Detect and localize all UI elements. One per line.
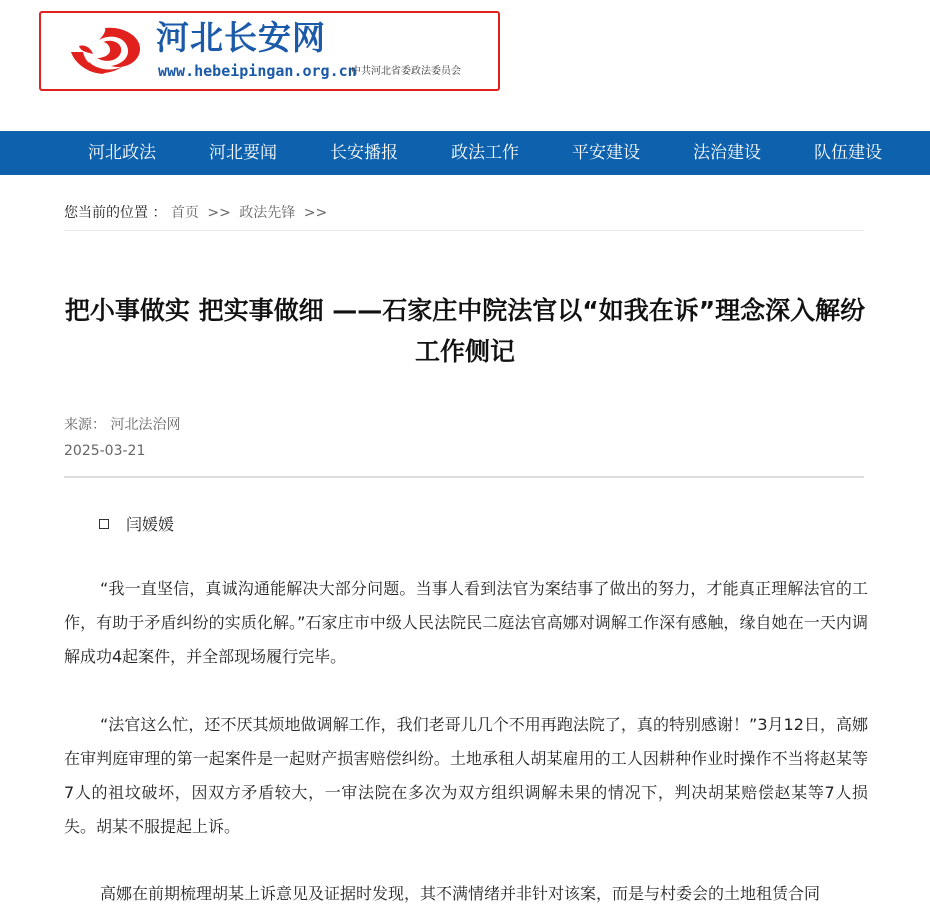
breadcrumb — [64, 201, 331, 225]
article-paragraph: 高娜在前期梳理胡某上诉意见及证据时发现，其不满情绪并非针对该案，而是与村委会的土地租赁合同 — [100, 884, 821, 903]
site-organization: 中共河北省委政法委员会 — [351, 66, 461, 77]
article-source: 来源： 河北法治网 — [64, 417, 181, 433]
breadcrumb-divider — [64, 230, 864, 231]
nav-item-rule-of-law[interactable]: 法治建设 — [693, 143, 761, 163]
nav-item-changan-broadcast[interactable]: 长安播报 — [330, 143, 398, 163]
breadcrumb-separator: >> — [207, 205, 231, 221]
article-title: 把小事做实 把实事做细 ——石家庄中院法官以“如我在诉”理念深入解纷工作侧记 — [64, 296, 866, 366]
site-name: 河北长安网 — [156, 18, 326, 57]
article-paragraph: “我一直坚信，真诚沟通能解决大部分问题。当事人看到法官为案结事了做出的努力，才能真正理解法官的工作，有助于矛盾纠纷的实质化解。”石家庄市中级人民法院民二庭法官高娜对调解工作深有感触，缘自她在一天内调解成功4起案件，并全部现场履行完毕。 — [64, 579, 868, 666]
meta-divider — [64, 476, 864, 478]
breadcrumb-label: 您当前的位置 ： — [64, 205, 167, 221]
breadcrumb-section-link[interactable]: 政法先锋 — [239, 205, 296, 221]
square-bullet-icon — [99, 519, 109, 529]
main-nav — [0, 131, 930, 175]
nav-item-zhengfa-work[interactable]: 政法工作 — [451, 143, 519, 163]
article-author: 闫媛媛 — [126, 515, 175, 534]
swirl-logo-icon — [65, 22, 145, 80]
breadcrumb-separator: >> — [303, 205, 328, 221]
article-paragraph: “法官这么忙，还不厌其烦地做调解工作，我们老哥儿几个不用再跑法院了，真的特别感谢！”3月12日，高娜在审判庭审理的第一起案件是一起财产损害赔偿纠纷。土地承租人胡某雇用的工人因耕种作业时操作不当将赵某等7人的祖坟破坏，因双方矛盾较大，一审法院在多次为双方组织调解未果的情况下，判决胡某赔偿赵某等7人损失。胡某不服提起上诉。 — [64, 715, 868, 836]
nav-item-hebei-news[interactable]: 河北要闻 — [209, 143, 277, 163]
article-date: 2025-03-21 — [64, 443, 146, 459]
breadcrumb-home-link[interactable]: 首页 — [170, 205, 199, 221]
author-line — [99, 512, 174, 538]
nav-item-hebei-zhengfa[interactable]: 河北政法 — [88, 143, 156, 163]
nav-item-peace-building[interactable]: 平安建设 — [572, 143, 640, 163]
nav-item-team-building[interactable]: 队伍建设 — [814, 143, 882, 163]
site-url: www.hebeipingan.org.cn — [158, 62, 357, 80]
site-logo[interactable] — [39, 11, 500, 91]
